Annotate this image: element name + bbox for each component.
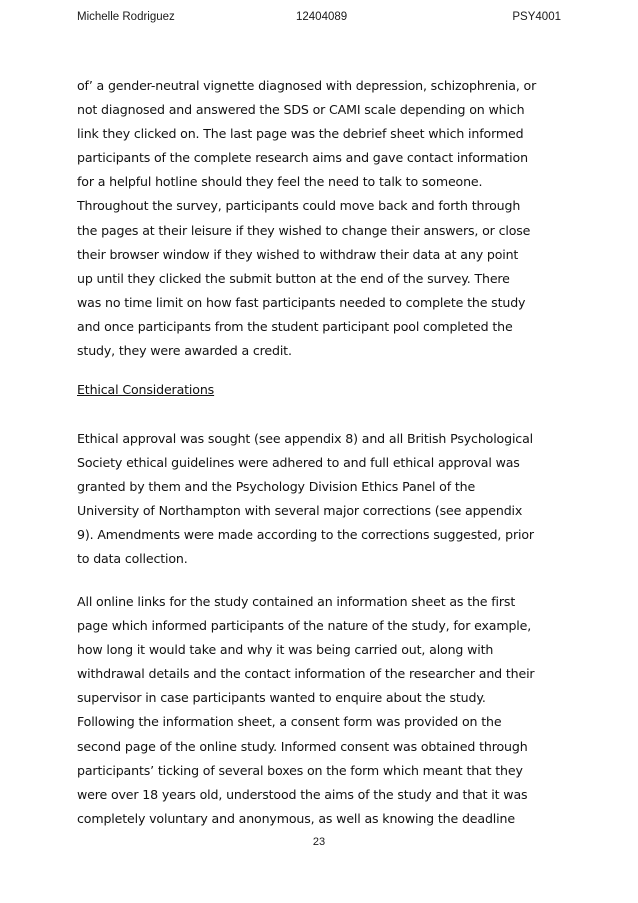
paragraph-information-sheet bbox=[77, 590, 567, 831]
text-line: was no time limit on how fast participants needed to complete the study bbox=[77, 294, 526, 310]
text-line: how long it would take and why it was being carried out, along with bbox=[77, 642, 494, 658]
text-line: study, they were awarded a credit. bbox=[77, 343, 292, 359]
text-line: granted by them and the Psychology Division Ethics Panel of the bbox=[77, 479, 476, 495]
paragraph-ethical-approval bbox=[77, 427, 567, 572]
text-line: link they clicked on. The last page was the debrief sheet which informed bbox=[77, 126, 524, 142]
text-line: second page of the online study. Informed consent was obtained through bbox=[77, 738, 528, 754]
text-line: completely voluntary and anonymous, as well as knowing the deadline bbox=[77, 810, 515, 826]
text-line: 9). Amendments were made according to the corrections suggested, prior bbox=[77, 527, 534, 543]
text-line: Society ethical guidelines were adhered to and full ethical approval was bbox=[77, 455, 520, 471]
paragraph-procedure bbox=[77, 74, 567, 363]
text-line: the pages at their leisure if they wished to change their answers, or close bbox=[77, 222, 531, 238]
text-line: to data collection. bbox=[77, 551, 188, 567]
text-line: not diagnosed and answered the SDS or CAMI scale depending on which bbox=[77, 102, 525, 118]
text-line: Throughout the survey, participants could move back and forth through bbox=[77, 198, 521, 214]
text-line: Following the information sheet, a consent form was provided on the bbox=[77, 714, 502, 730]
text-line: and once participants from the student participant pool completed the bbox=[77, 318, 513, 334]
text-line: up until they clicked the submit button at the end of the survey. There bbox=[77, 270, 510, 286]
header-course-code: PSY4001 bbox=[512, 11, 561, 23]
text-line: of’ a gender-neutral vignette diagnosed with depression, schizophrenia, or bbox=[77, 78, 537, 93]
text-line: were over 18 years old, understood the aims of the study and that it was bbox=[77, 786, 528, 802]
text-line: page which informed participants of the nature of the study, for example, bbox=[77, 618, 532, 634]
page-header bbox=[77, 11, 561, 27]
text-line: participants of the complete research aims and gave contact information bbox=[77, 150, 528, 166]
page-number: 23 bbox=[312, 836, 326, 848]
text-line: withdrawal details and the contact information of the researcher and their bbox=[77, 666, 535, 682]
text-line: participants’ ticking of several boxes on the form which meant that they bbox=[77, 762, 523, 778]
header-author: Michelle Rodriguez bbox=[77, 11, 175, 23]
text-line: All online links for the study contained an information sheet as the first bbox=[77, 594, 516, 609]
text-line: supervisor in case participants wanted to enquire about the study. bbox=[77, 690, 486, 706]
text-line: their browser window if they wished to withdraw their data at any point bbox=[77, 246, 519, 262]
section-heading-ethical-considerations: Ethical Considerations bbox=[77, 382, 215, 397]
text-line: for a helpful hotline should they feel the need to talk to someone. bbox=[77, 174, 483, 190]
text-line: University of Northampton with several major corrections (see appendix bbox=[77, 503, 523, 519]
text-line: Ethical approval was sought (see appendix 8) and all British Psychological bbox=[77, 431, 533, 446]
header-student-id: 12404089 bbox=[296, 11, 348, 23]
